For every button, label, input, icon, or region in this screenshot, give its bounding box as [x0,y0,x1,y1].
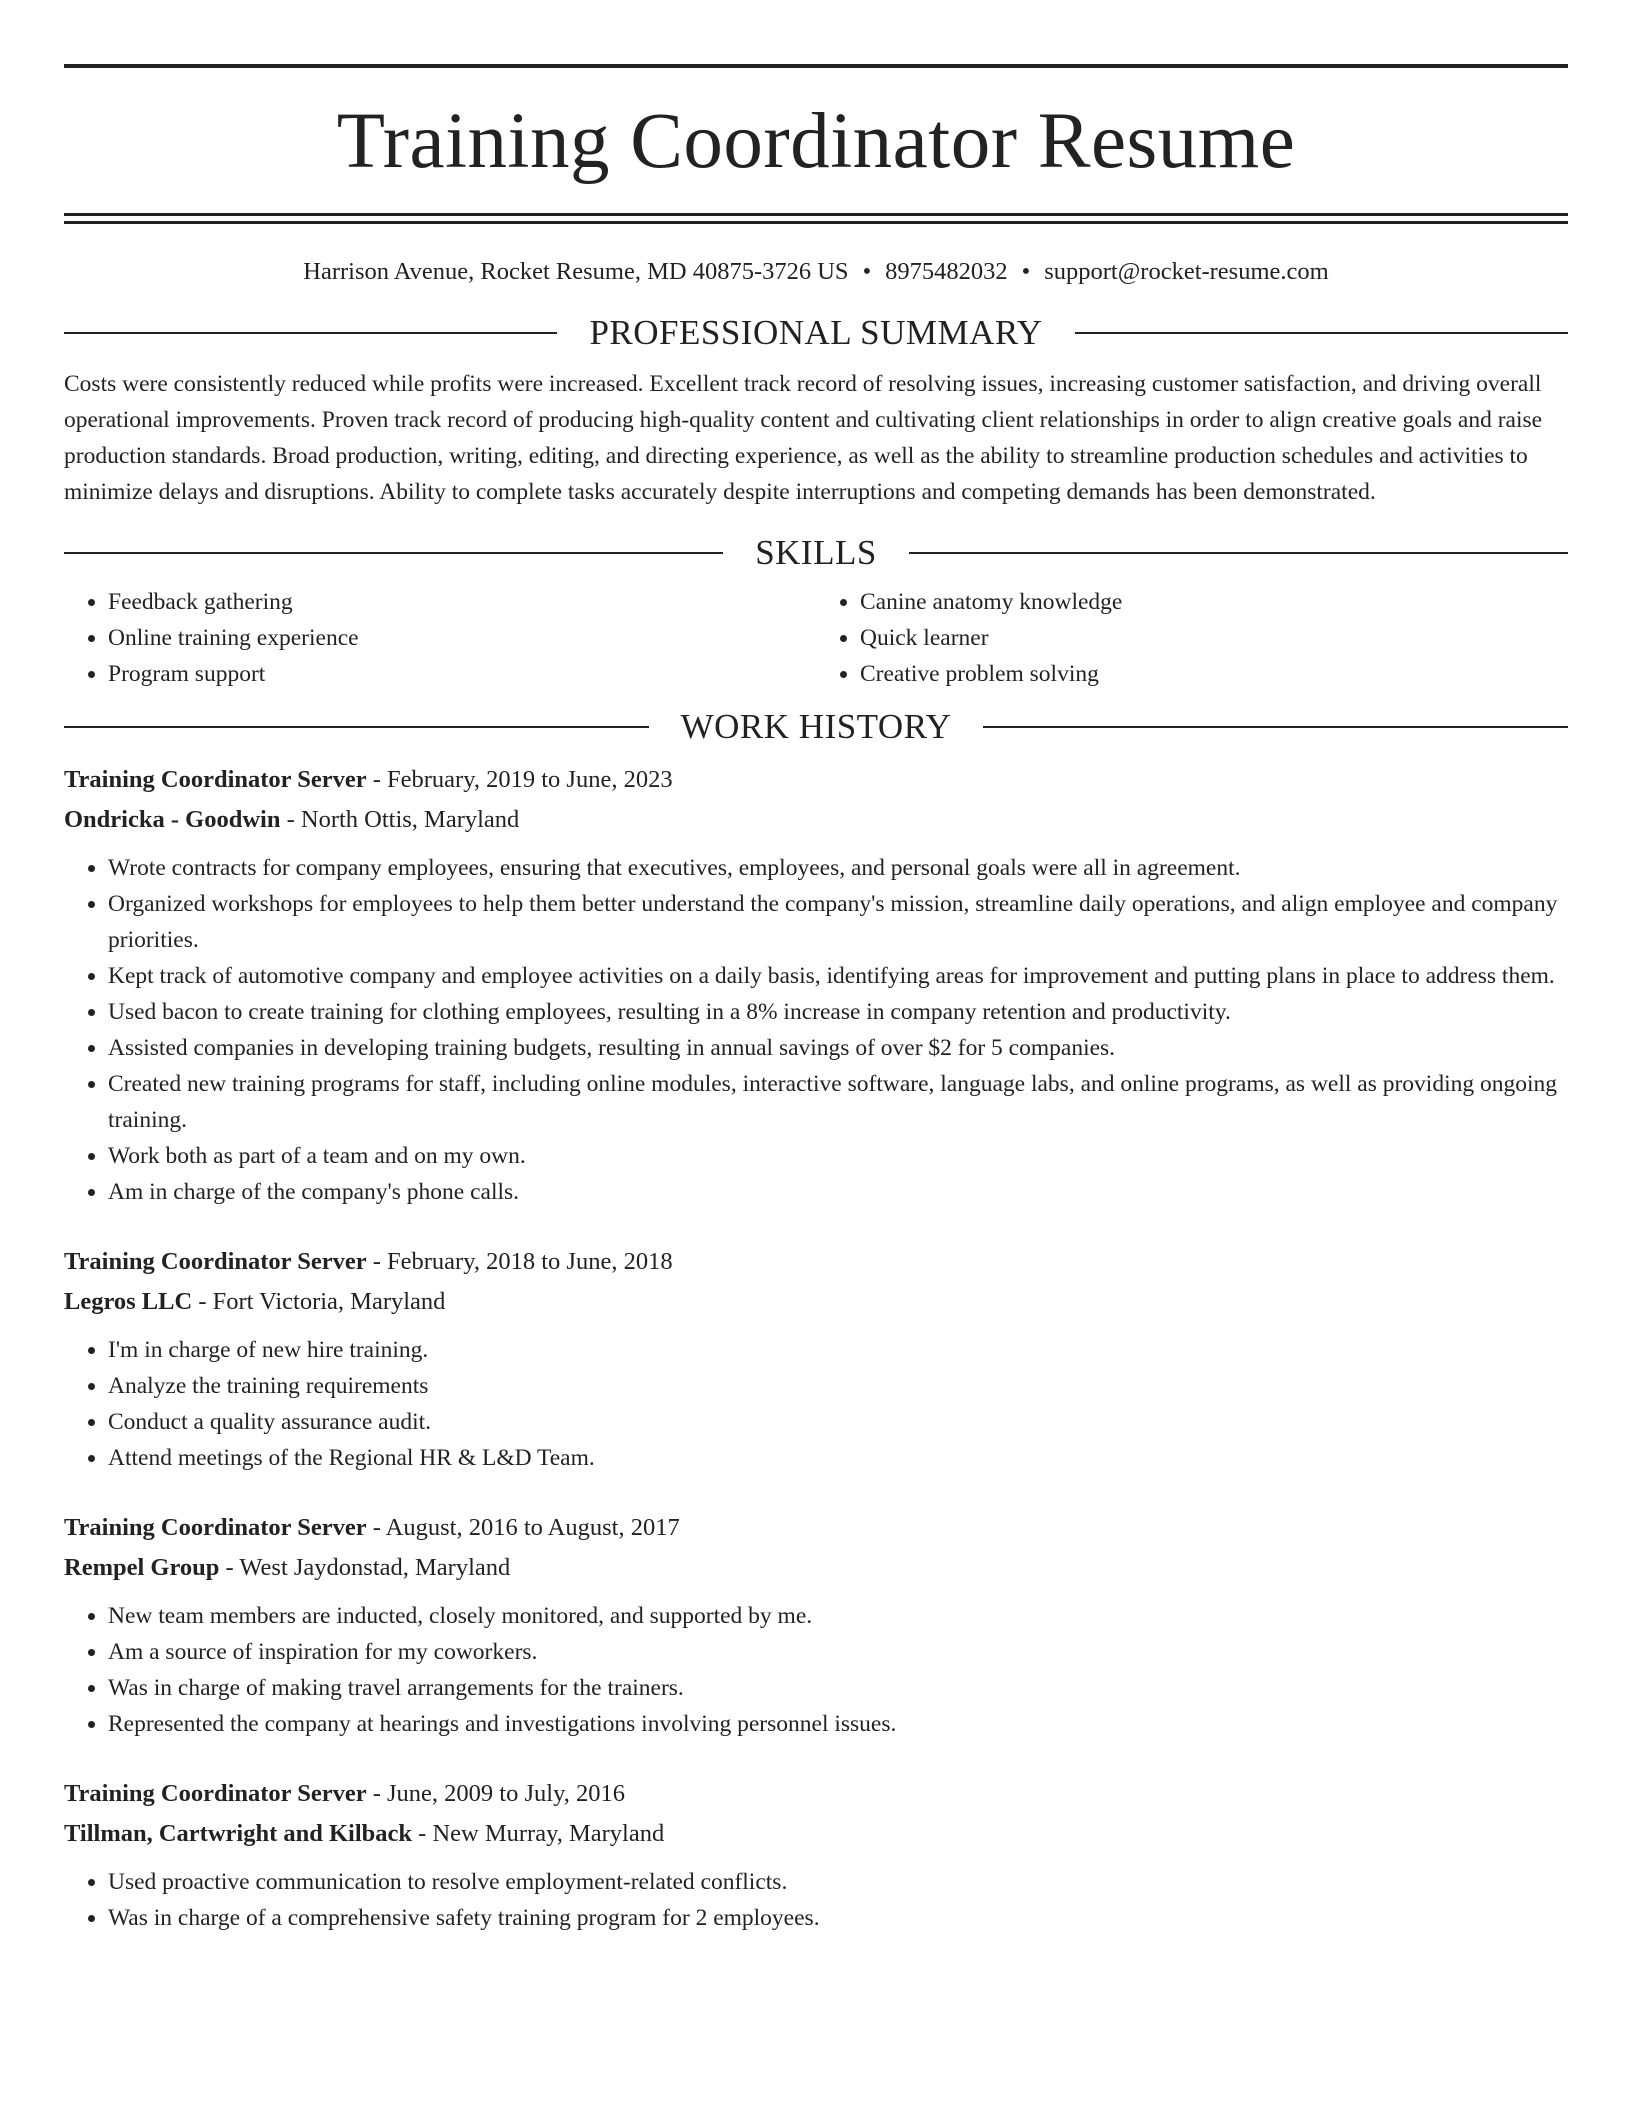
job-title-line [64,1508,1568,1548]
skill-item: • Canine anatomy knowledge [860,584,1568,620]
job-company-line [64,1282,1568,1322]
job-bullets [64,1332,1568,1476]
contact-email: support@rocket-resume.com [1044,258,1329,285]
job-company: Legros LLC [64,1288,193,1316]
summary-heading: PROFESSIONAL SUMMARY [589,313,1043,353]
job-bullet: • Kept track of automotive company and employee activities on a daily basis, identifying areas for improvement and putting plans in place to address them. [108,958,1568,994]
job-bullet: • Was in charge of making travel arrangements for the trainers. [108,1670,1568,1706]
work-section-header [64,706,1568,748]
job-bullet: • Wrote contracts for company employees, ensuring that executives, employees, and personal goals were all in agreement. [108,850,1568,886]
skills-section-header [64,532,1568,574]
job-bullet: • I'm in charge of new hire training. [108,1332,1568,1368]
section-rule [983,726,1568,728]
skills-column-right [816,584,1568,692]
page-title: Training Coordinator Resume [336,98,1296,185]
section-rule [909,552,1568,554]
job-bullet: • New team members are inducted, closely monitored, and supported by me. [108,1598,1568,1634]
contact-phone: 8975482032 [885,258,1008,285]
job-location: - North Ottis, Maryland [280,806,520,834]
work-heading: WORK HISTORY [680,707,952,747]
job-location: - West Jaydonstad, Maryland [219,1554,511,1582]
job-bullets [64,850,1568,1210]
job-bullet: • Am in charge of the company's phone calls. [108,1174,1568,1210]
section-rule [64,726,649,728]
job-title-line [64,1242,1568,1282]
job-bullet: • Used bacon to create training for clothing employees, resulting in a 8% increase in company retention and productivity. [108,994,1568,1030]
job-dates: - August, 2016 to August, 2017 [366,1514,680,1542]
job-entry [64,1242,1568,1476]
job-entry [64,1508,1568,1742]
job-bullets [64,1598,1568,1742]
job-title: Training Coordinator Server [64,766,367,794]
job-bullet: • Represented the company at hearings and investigations involving personnel issues. [108,1706,1568,1742]
job-bullet: • Assisted companies in developing training budgets, resulting in annual savings of over $2 for 5 companies. [108,1030,1568,1066]
contact-line [64,257,1568,286]
job-bullet: • Work both as part of a team and on my own. [108,1138,1568,1174]
job-title-line [64,1774,1568,1814]
job-bullet: • Created new training programs for staff, including online modules, interactive software, language labs, and online programs, as well as providing ongoing training. [108,1066,1568,1138]
section-rule [64,332,557,334]
skills-list [64,584,1568,692]
job-bullet: • Am a source of inspiration for my coworkers. [108,1634,1568,1670]
skill-item: • Online training experience [108,620,816,656]
job-company: Tillman, Cartwright and Kilback [64,1820,413,1848]
job-company-line [64,1814,1568,1854]
job-bullet: • Analyze the training requirements [108,1368,1568,1404]
job-company: Ondricka - Goodwin [64,806,281,834]
job-title: Training Coordinator Server [64,1780,367,1808]
section-rule [1075,332,1568,334]
job-bullets [64,1864,1568,1936]
job-bullet: • Attend meetings of the Regional HR & L&D Team. [108,1440,1568,1476]
job-company-line [64,800,1568,840]
skills-column-left [64,584,816,692]
skill-item: • Creative problem solving [860,656,1568,692]
job-title-line [64,760,1568,800]
job-title: Training Coordinator Server [64,1514,367,1542]
job-bullet: • Organized workshops for employees to help them better understand the company's mission, streamline daily operations, and align employee and company priorities. [108,886,1568,958]
job-company: Rempel Group [64,1554,220,1582]
summary-text: Costs were consistently reduced while profits were increased. Excellent track record of resolving issues, increasing customer satisfaction, and driving overall operational improvements. Proven track record of producing high-quality content and cultivating client relationships in order to align creative goals and raise production standards. Broad production, writing, editing, and directing experience, as well as the ability to streamline production schedules and activities to minimize delays and disruptions. Ability to complete tasks accurately despite interruptions and competing demands has been demonstrated. [64,371,1543,506]
job-dates: - February, 2019 to June, 2023 [366,766,673,794]
contact-separator: • [862,258,872,285]
job-location: - New Murray, Maryland [412,1820,665,1848]
title-double-rule [64,213,1568,224]
section-rule [64,552,723,554]
job-dates: - June, 2009 to July, 2016 [366,1780,625,1808]
resume-page [64,64,1568,1936]
job-location: - Fort Victoria, Maryland [192,1288,446,1316]
job-title: Training Coordinator Server [64,1248,367,1276]
job-bullet: • Conduct a quality assurance audit. [108,1404,1568,1440]
skills-heading: SKILLS [755,533,877,573]
job-bullet: • Used proactive communication to resolve employment-related conflicts. [108,1864,1568,1900]
job-company-line [64,1548,1568,1588]
job-entry [64,760,1568,1210]
top-rule [64,64,1568,68]
skill-item: • Quick learner [860,620,1568,656]
contact-separator: • [1021,258,1031,285]
skill-item: • Feedback gathering [108,584,816,620]
job-entry [64,1774,1568,1936]
job-bullet: • Was in charge of a comprehensive safety training program for 2 employees. [108,1900,1568,1936]
summary-section-header [64,312,1568,354]
job-dates: - February, 2018 to June, 2018 [366,1248,673,1276]
contact-address: Harrison Avenue, Rocket Resume, MD 40875-3726 US [303,258,849,285]
skill-item: • Program support [108,656,816,692]
